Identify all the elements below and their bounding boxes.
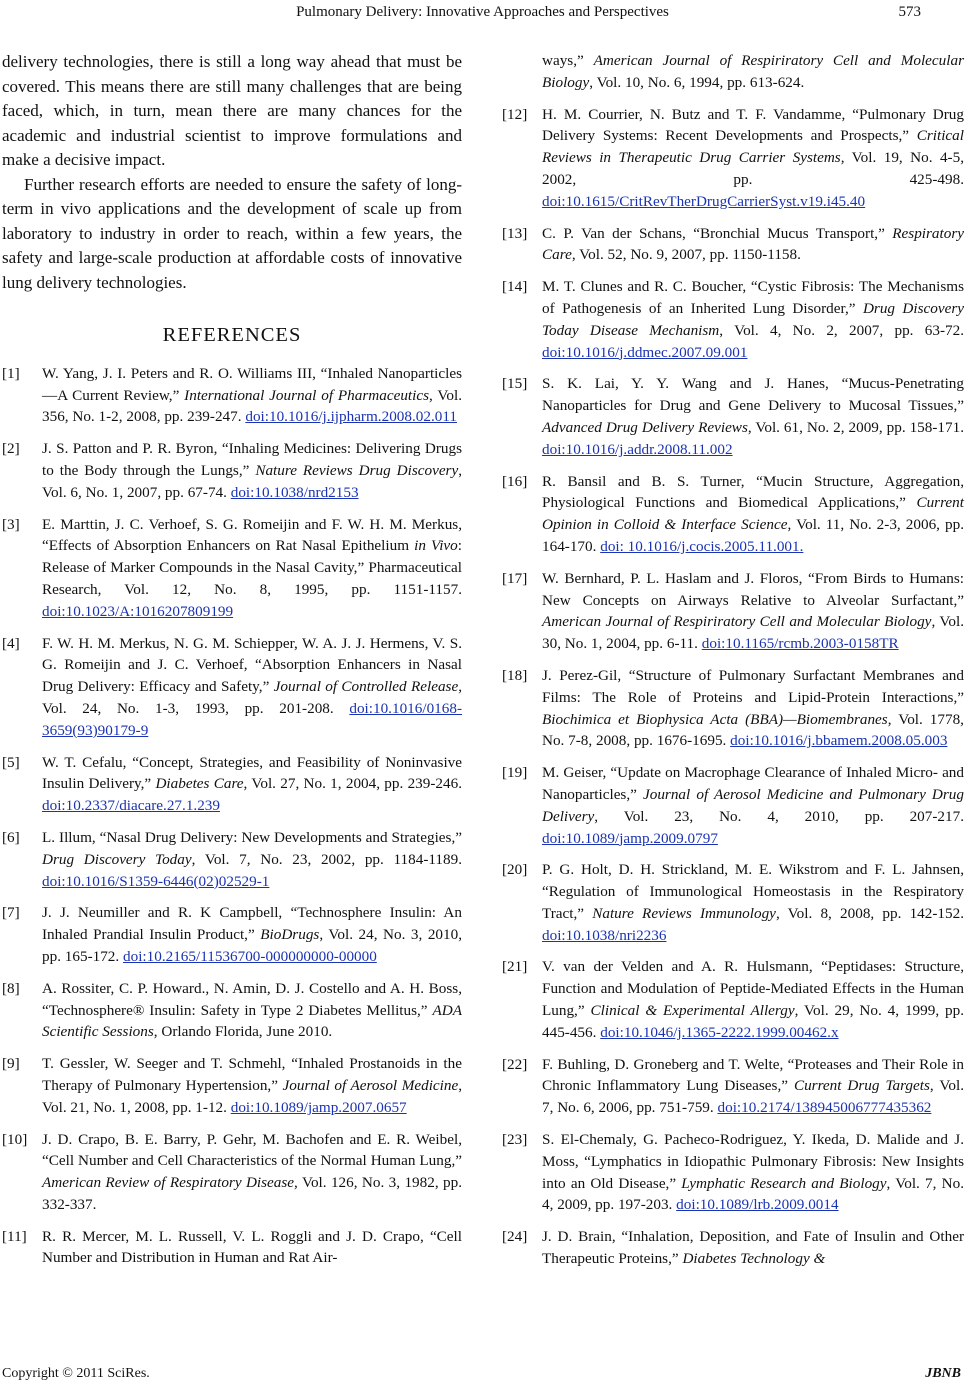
reference-number: [22]	[502, 1055, 528, 1073]
doi-link[interactable]: doi:10.1038/nri2236	[542, 926, 667, 944]
reference-number: [3]	[2, 515, 20, 533]
reference-text: F. Buhling, D. Groneberg and T. Welte, “Proteases and Their Role in Chronic Inflammatory Lung Diseases,”	[542, 1055, 964, 1095]
reference-text: , Orlando Florida, June 2010.	[153, 1023, 333, 1041]
reference-number: [2]	[2, 440, 20, 458]
reference-text: V. van der Velden and A. R. Hulsmann, “Peptidases: Structure, Function and Modulation of Peptide-Mediated Effects in the Human Lung,”	[542, 958, 964, 1020]
reference-text: , Vol. 24, No. 3, 2010, pp. 165-172.	[42, 926, 463, 965]
reference-text: , Vol. 52, No. 9, 2007, pp. 1150-1158.	[571, 246, 801, 264]
doi-link[interactable]: doi:10.1089/jamp.2009.0797	[542, 829, 718, 847]
reference-source-title: Critical Reviews in Therapeutic Drug Carrier Systems	[542, 127, 964, 167]
reference-item	[502, 1054, 964, 1119]
reference-text: W. Bernhard, P. L. Haslam and J. Floros, “From Birds to Humans: New Concepts on Airways Relative to Alveolar Surfactant,”	[542, 569, 964, 609]
reference-text: M. T. Clunes and R. C. Boucher, “Cystic Fibrosis: The Mechanisms of Pathogenesis of an Inherited Lung Disorder,”	[542, 278, 964, 317]
reference-text: E. Marttin, J. C. Verhoef, S. G. Romeijin and F. W. H. M. Merkus, “Effects of Absorption Enhancers on Rat Nasal Epithelium	[42, 515, 462, 555]
reference-source-title: Biochimica et Biophysica Acta (BBA)—Biomembranes	[542, 710, 888, 728]
reference-text: , Vol. 27, No. 1, 2004, pp. 239-246.	[243, 775, 462, 793]
reference-number: [15]	[502, 375, 528, 393]
reference-source-title: Clinical & Experimental Allergy	[590, 1002, 795, 1020]
reference-item	[502, 1226, 964, 1270]
reference-item	[2, 633, 462, 742]
reference-number: [24]	[502, 1228, 528, 1246]
reference-item	[2, 752, 462, 817]
reference-source-title: Respiratory Care	[542, 224, 964, 264]
reference-item	[502, 1129, 964, 1216]
reference-text: T. Gessler, W. Seeger and T. Schmehl, “Inhaled Prostanoids in the Therapy of Pulmonary Hypertension,”	[42, 1055, 462, 1094]
reference-source-title: Drug Discovery Today Disease Mechanism	[542, 299, 965, 339]
reference-source-title: Diabetes Technology &	[682, 1250, 826, 1268]
reference-text: S. El-Chemaly, G. Pacheco-Rodriguez, Y. Ikeda, D. Malide and J. Moss, “Lymphatics in Idiopathic Pulmonary Fibrosis: New Insights into an Old Disease,”	[542, 1131, 964, 1192]
reference-text: , Vol. 7, No. 4, 2009, pp. 197-203.	[542, 1174, 964, 1214]
reference-text: S. K. Lai, Y. Y. Wang and J. Hanes, “Mucus-Penetrating Nanoparticles for Drug and Gene Delivery to Mucosal Tissues,”	[542, 375, 964, 415]
reference-item	[502, 373, 964, 460]
reference-source-title: ADA Scientific Sessions	[42, 1001, 462, 1041]
running-title: Pulmonary Delivery: Innovative Approaches and Perspectives	[296, 4, 669, 20]
reference-item	[502, 471, 964, 558]
reference-source-title: Journal of Controlled Release	[273, 678, 459, 696]
reference-text: , Vol. 356, No. 1-2, 2008, pp. 239-247.	[42, 386, 462, 426]
reference-text: R. Bansil and B. S. Turner, “Mucin Structure, Aggregation, Physiological Functions and Biomedical Applications,”	[542, 472, 964, 512]
reference-number: [18]	[502, 666, 528, 684]
reference-text: , Vol. 10, No. 6, 1994, pp. 613-624.	[589, 73, 805, 91]
reference-source-title: American Journal of Respiriratory Cell and Molecular Biology	[542, 613, 932, 631]
reference-text: , Vol. 21, No. 1, 2008, pp. 1-12.	[42, 1076, 463, 1116]
reference-number: [17]	[502, 569, 528, 587]
reference-number: [1]	[2, 364, 20, 382]
reference-item	[2, 363, 462, 428]
reference-source-title: Advanced Drug Delivery Reviews	[542, 418, 748, 436]
doi-link[interactable]: doi:10.1016/j.bbamem.2008.05.003	[730, 732, 948, 750]
reference-text: L. Illum, “Nasal Drug Delivery: New Developments and Strategies,”	[42, 828, 462, 846]
reference-source-title: BioDrugs	[260, 926, 320, 944]
page-number: 573	[898, 4, 921, 20]
reference-text: H. M. Courrier, N. Butz and T. F. Vandamme, “Pulmonary Drug Delivery Systems: Recent Developments and Prospects,”	[542, 105, 964, 145]
reference-number: [7]	[2, 904, 20, 922]
doi-link[interactable]: doi:10.1089/lrb.2009.0014	[676, 1196, 839, 1214]
reference-source-title: Drug Discovery Today	[42, 850, 192, 868]
reference-text: R. R. Mercer, M. L. Russell, V. L. Roggli and J. D. Crapo, “Cell Number and Distribution in Human and Rat Air-	[42, 1227, 462, 1267]
reference-item	[502, 50, 964, 94]
reference-text: F. W. H. M. Merkus, N. G. M. Schiepper, W. A. J. J. Hermens, V. S. G. Romeijin and J. C. Verhoef, “Absorption Enhancers in Nasal Drug Delivery: Efficacy and Safety,”	[42, 634, 462, 696]
reference-number: [13]	[502, 224, 528, 242]
doi-link[interactable]: doi:10.1023/A:1016207809199	[42, 602, 234, 620]
reference-text: , Vol. 61, No. 2, 2009, pp. 158-171.	[747, 418, 965, 436]
reference-source-title: Journal of Aerosol Medicine and Pulmonary Drug Delivery	[542, 785, 964, 825]
reference-source-title: Current Drug Targets	[793, 1077, 930, 1095]
reference-number: [4]	[2, 634, 20, 652]
reference-text: , Vol. 6, No. 1, 2007, pp. 67-74.	[42, 461, 463, 501]
reference-number: [23]	[502, 1131, 528, 1149]
reference-number: [16]	[502, 472, 528, 490]
reference-list-left	[2, 363, 462, 1269]
reference-text: , Vol. 7, No. 23, 2002, pp. 1184-1189.	[191, 850, 462, 868]
reference-item	[502, 104, 964, 213]
reference-item	[2, 1053, 462, 1118]
reference-item	[2, 1129, 462, 1216]
reference-number: [5]	[2, 753, 20, 771]
reference-item	[2, 827, 462, 892]
reference-source-title: Current Opinion in Colloid & Interface Science	[542, 494, 964, 534]
reference-item	[2, 1226, 462, 1270]
reference-item	[502, 665, 964, 752]
reference-number: [8]	[2, 979, 20, 997]
reference-text: J. D. Crapo, B. E. Barry, P. Gehr, M. Bachofen and E. R. Weibel, “Cell Number and Cell Characteristics of the Normal Human Lung,”	[42, 1130, 462, 1170]
doi-link[interactable]: doi:10.1016/j.addr.2008.11.002	[542, 440, 733, 458]
doi-link[interactable]: doi:10.1038/nrd2153	[230, 483, 359, 501]
body-paragraph: delivery technologies, there is still a long way ahead that must be covered. This means there are still many challenges that are being faced, which, in turn, mean there are many chances for the academic and industrial scientist to improve formulations and make a decisive impact.	[2, 52, 462, 169]
reference-text: J. D. Brain, “Inhalation, Deposition, and Fate of Insulin and Other Therapeutic Proteins,”	[542, 1228, 964, 1268]
references-heading: REFERENCES	[162, 324, 302, 346]
reference-item	[502, 276, 964, 363]
doi-link[interactable]: doi:10.1089/jamp.2007.0657	[230, 1098, 407, 1116]
body-paragraph: Further research efforts are needed to ensure the safety of long-term in vivo applications and the development of scale up from laboratory to industry in order to reach, within a few years, the safety and large-scale production at affordable costs of innovative lung delivery technologies.	[2, 174, 462, 292]
reference-source-title: Nature Reviews Immunology	[592, 904, 776, 922]
reference-number: [9]	[2, 1055, 20, 1073]
reference-text: J. J. Neumiller and R. K Campbell, “Technosphere Insulin: An Inhaled Prandial Insulin Product,”	[42, 904, 462, 944]
reference-text: , Vol. 1778, No. 7-8, 2008, pp. 1676-1695.	[542, 710, 964, 750]
reference-number: [10]	[2, 1130, 28, 1148]
doi-link[interactable]: doi:10.1016/0168-3659(93)90179-9	[42, 699, 462, 739]
reference-text: , Vol. 4, No. 2, 2007, pp. 63-72.	[719, 321, 964, 339]
reference-text: P. G. Holt, D. H. Strickland, M. E. Wikstrom and F. L. Jahnsen, “Regulation of Immunological Homeostasis in the Respiratory Tract,”	[542, 861, 964, 922]
reference-text: , Vol. 19, No. 4-5, 2002, pp. 425-498.	[542, 149, 964, 188]
doi-link[interactable]: doi:10.1016/j.ijpharm.2008.02.011	[245, 408, 457, 426]
reference-text: , Vol. 8, 2008, pp. 142-152.	[775, 904, 964, 922]
reference-continuation	[502, 50, 964, 94]
reference-number: [21]	[502, 958, 528, 976]
reference-text: , Vol. 7, No. 6, 2006, pp. 751-759.	[542, 1077, 964, 1117]
doi-link[interactable]: doi:10.1016/j.ddmec.2007.09.001	[542, 343, 748, 361]
reference-item	[2, 902, 462, 967]
reference-text: ways,”	[542, 52, 594, 69]
reference-text: , Vol. 23, No. 4, 2010, pp. 207-217.	[594, 807, 964, 825]
reference-source-title: Diabetes Care	[155, 775, 244, 793]
doi-link[interactable]: doi:10.1046/j.1365-2222.1999.00462.x	[600, 1023, 839, 1041]
reference-number: [6]	[2, 828, 20, 846]
reference-item	[502, 956, 964, 1043]
reference-text: W. T. Cefalu, “Concept, Strategies, and Feasibility of Noninvasive Insulin Delivery,”	[42, 753, 462, 793]
reference-source-title: American Journal of Respiriratory Cell and Molecular Biology	[542, 52, 964, 91]
copyright-notice: Copyright © 2011 SciRes.	[2, 1366, 150, 1381]
doi-link[interactable]: doi:10.1615/CritRevTherDrugCarrierSyst.v19.i45.40	[542, 192, 866, 210]
reference-text: : Release of Marker Compounds in the Nasal Cavity,” Pharmaceutical Research, Vol. 12, No. 8, 1995, pp. 1151-1157.	[42, 537, 462, 598]
reference-number: [11]	[2, 1227, 27, 1245]
reference-number: [12]	[502, 105, 528, 123]
reference-text: J. S. Patton and P. R. Byron, “Inhaling Medicines: Delivering Drugs to the Body through the Lungs,”	[42, 440, 462, 479]
doi-link[interactable]: doi:10.1016/S1359-6446(02)02529-1	[42, 872, 270, 890]
doi-link[interactable]: doi:10.1165/rcmb.2003-0158TR	[701, 635, 899, 653]
doi-link[interactable]: doi:10.2174/138945006777435362	[717, 1099, 932, 1117]
reference-source-title: American Review of Respiratory Disease	[42, 1174, 295, 1192]
reference-source-title: Nature Reviews Drug Discovery	[255, 461, 459, 479]
reference-list-right	[502, 104, 964, 1270]
reference-source-title: Journal of Aerosol Medicine	[282, 1076, 459, 1094]
reference-text: A. Rossiter, C. P. Howard., N. Amin, D. J. Costello and A. H. Boss, “Technosphere® Insulin: Safety in Type 2 Diabetes Mellitus,”	[42, 979, 462, 1019]
reference-number: [20]	[502, 861, 528, 879]
reference-item	[502, 223, 964, 267]
reference-text: , Vol. 24, No. 1-3, 1993, pp. 201-208.	[42, 678, 462, 717]
reference-text: , Vol. 30, No. 1, 2004, pp. 6-11.	[542, 613, 964, 653]
doi-link[interactable]: doi: 10.1016/j.cocis.2005.11.001.	[600, 537, 804, 555]
reference-text: J. Perez-Gil, “Structure of Pulmonary Surfactant Membranes and Films: The Role of Proteins and Lipid-Protein Interactions,”	[542, 666, 964, 706]
doi-link[interactable]: doi:10.2165/11536700-000000000-00000	[123, 947, 377, 965]
reference-number: [19]	[502, 764, 528, 782]
reference-item	[2, 978, 462, 1043]
reference-item	[2, 438, 462, 503]
reference-item	[502, 568, 964, 655]
journal-abbreviation: JBNB	[925, 1366, 961, 1381]
right-column	[502, 50, 964, 1280]
reference-text: W. Yang, J. I. Peters and R. O. Williams III, “Inhaled Nanoparticles—A Current Review,”	[42, 364, 462, 404]
reference-source-title: International Journal of Pharmaceutics	[184, 386, 430, 404]
reference-item	[502, 859, 964, 946]
reference-text: , Vol. 11, No. 2-3, 2006, pp. 164-170.	[542, 516, 965, 555]
reference-source-title: Lymphatic Research and Biology	[681, 1174, 887, 1192]
reference-text: , Vol. 29, No. 4, 1999, pp. 445-456.	[542, 1002, 964, 1041]
doi-link[interactable]: doi:10.2337/diacare.27.1.239	[42, 797, 220, 815]
reference-number: [14]	[502, 278, 528, 296]
reference-item	[502, 762, 964, 849]
reference-text: C. P. Van der Schans, “Bronchial Mucus Transport,”	[542, 224, 893, 242]
left-column	[2, 50, 462, 1279]
reference-text: , Vol. 126, No. 3, 1982, pp. 332-337.	[42, 1174, 462, 1213]
reference-source-title: in Vivo	[414, 537, 458, 555]
reference-item	[2, 514, 462, 623]
reference-text: M. Geiser, “Update on Macrophage Clearance of Inhaled Micro- and Nanoparticles,”	[542, 764, 964, 803]
